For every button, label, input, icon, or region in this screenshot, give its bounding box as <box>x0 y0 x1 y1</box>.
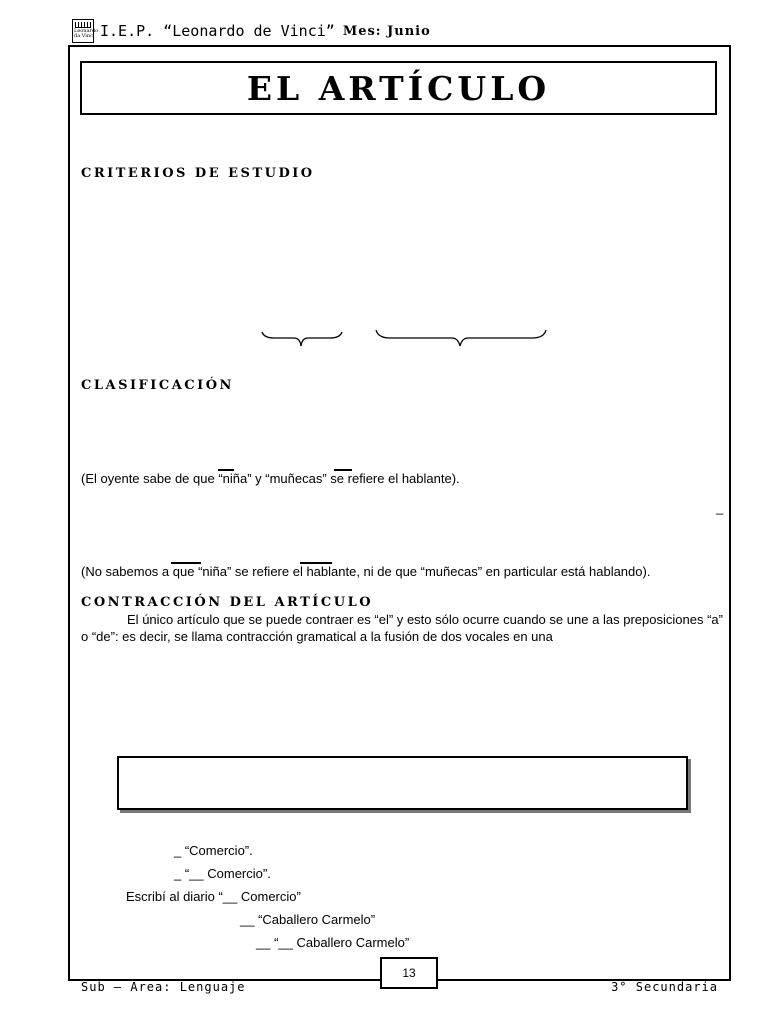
example-line-1: _ “Comercio”. <box>174 843 253 858</box>
example-line-3: Escribí al diario “__ Comercio” <box>126 889 301 904</box>
school-logo-icon <box>72 19 99 43</box>
footer-grade: 3° Secundaria <box>611 980 718 994</box>
footer-subject: Sub – Área: Lenguaje <box>81 980 246 994</box>
page-header <box>72 18 431 44</box>
title-box <box>80 61 717 115</box>
overline-mark <box>218 469 234 471</box>
example-line-2: _ “__ Comercio”. <box>174 866 271 881</box>
section-contraccion: CONTRACCIÓN DEL ARTÍCULO <box>81 595 374 610</box>
page-frame <box>68 45 731 981</box>
definido-note: (El oyente sabe de que “niña” y “muñecas” se refiere el hablante). <box>81 471 460 486</box>
school-name: I.E.P. “Leonardo de Vinci” <box>100 22 335 40</box>
brace-left-icon <box>260 326 344 348</box>
month-label: Mes: Junio <box>342 23 431 39</box>
section-clasificacion: CLASIFICACIÓN <box>81 378 234 393</box>
brace-right-icon <box>374 326 550 348</box>
page-title: EL ARTÍCULO <box>246 68 551 108</box>
note-box <box>117 756 688 810</box>
overline-mark <box>334 469 352 471</box>
dash-mark: _ <box>716 500 724 515</box>
contraccion-paragraph: El único artículo que se puede contraer es “el” y esto sólo ocurre cuando se une a las preposiciones “a” o “de”: es decir, se llama contracción gramatical a la fusión de dos vocales en una <box>81 612 723 644</box>
example-line-5: __ “__ Caballero Carmelo” <box>256 935 410 950</box>
indefinido-note: (No sabemos a que “niña” se refiere el hablante, ni de que “muñecas” en particular está hablando). <box>81 564 651 579</box>
logo-text: Leonardo da Vinci <box>74 28 99 39</box>
overline-mark <box>300 562 332 564</box>
example-line-4: __ “Caballero Carmelo” <box>240 912 376 927</box>
section-criterios: CRITERIOS DE ESTUDIO <box>81 166 315 181</box>
page-number-box <box>380 957 438 989</box>
overline-mark <box>171 562 201 564</box>
page-number: 13 <box>402 966 416 980</box>
